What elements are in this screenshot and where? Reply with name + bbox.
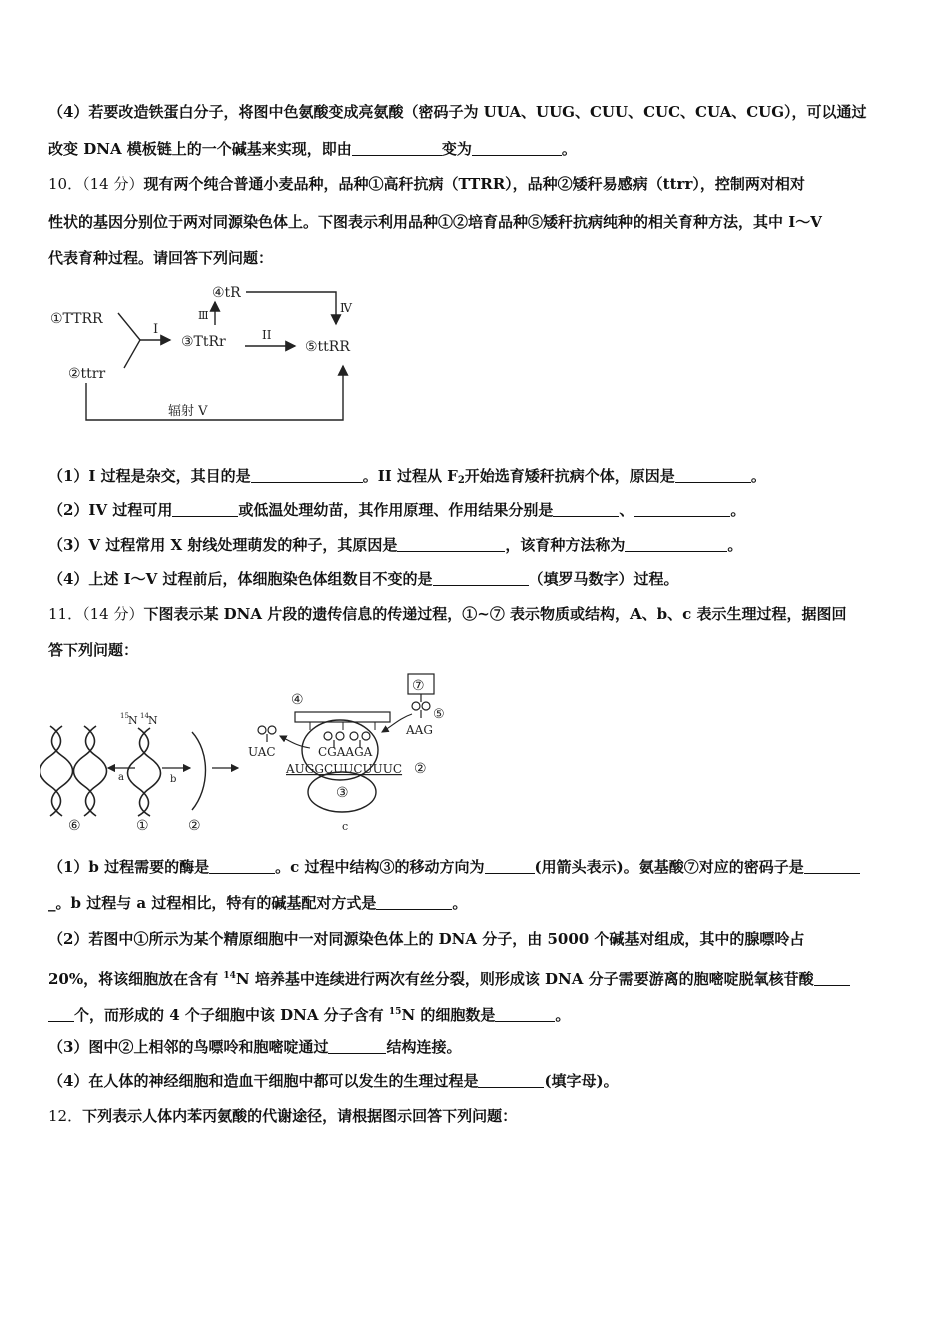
answer-blank bbox=[172, 502, 238, 517]
label-process-a: a bbox=[118, 772, 124, 783]
label-circle-2: ② bbox=[188, 818, 201, 834]
answer-blank bbox=[634, 502, 730, 517]
answer-blank bbox=[472, 141, 562, 156]
node-ttrr-5: ⑤ttRR bbox=[305, 339, 350, 355]
answer-blank bbox=[495, 1007, 555, 1022]
answer-blank bbox=[814, 971, 850, 986]
q10-sub4: （4）上述 I～V 过程前后，体细胞染色体组数目不变的是 （填罗马数字）过程。 bbox=[48, 570, 679, 588]
label-process-i: I bbox=[153, 322, 159, 337]
q12-stem: 12．下列表示人体内苯丙氨酸的代谢途径，请根据图示回答下列问题： bbox=[48, 1107, 518, 1125]
label-process-ii: II bbox=[262, 328, 272, 342]
q11-sub1-line2: _。b 过程与 a 过程相比，特有的碱基配对方式是 。 bbox=[48, 894, 468, 912]
dna-helix-1 bbox=[128, 728, 161, 816]
label-circle-7: ⑦ bbox=[412, 678, 425, 694]
label-radiation-v: 辐射 V bbox=[168, 404, 208, 419]
label-circle-2b: ② bbox=[414, 761, 427, 777]
answer-blank bbox=[478, 1073, 544, 1088]
label-circle-6: ⑥ bbox=[68, 818, 81, 834]
answer-blank bbox=[397, 537, 505, 552]
label-uac: UAC bbox=[248, 745, 276, 759]
label-circle-3: ③ bbox=[336, 785, 349, 801]
trna-incoming bbox=[412, 694, 430, 718]
answer-blank bbox=[48, 1007, 74, 1022]
label-n14-sup: 14 bbox=[140, 712, 149, 720]
dna-helix-6a bbox=[40, 726, 73, 816]
answer-blank bbox=[328, 1039, 386, 1054]
q10-sub3: （3）V 过程常用 X 射线处理萌发的种子，其原因是 ，该育种方法称为 。 bbox=[48, 536, 743, 554]
label-process-c: c bbox=[342, 820, 349, 833]
trna-leaving bbox=[258, 726, 276, 742]
answer-blank bbox=[209, 859, 275, 874]
node-ttrr-3: ③TtRr bbox=[181, 334, 226, 350]
node-ttrr-2: ②ttrr bbox=[68, 366, 106, 382]
dna-helix-6b bbox=[74, 726, 107, 816]
answer-blank bbox=[433, 571, 529, 586]
label-mrna-seq: AUGGCUUCUUUC bbox=[286, 762, 403, 776]
label-anticodons: CGAAGA bbox=[318, 745, 373, 759]
answer-blank bbox=[625, 537, 727, 552]
q11-stem-line1: 11．（14 分）下图表示某 DNA 片段的遗传信息的传递过程，①~⑦ 表示物质或结构，A、b、c 表示生理过程，据图回 bbox=[48, 605, 847, 623]
answer-blank bbox=[675, 468, 751, 483]
answer-blank bbox=[376, 895, 452, 910]
answer-blank bbox=[485, 859, 535, 874]
q11-sub2-line1: （2）若图中①所示为某个精原细胞中一对同源染色体上的 DNA 分子，由 5000 个碱基对组成，其中的腺嘌呤占 bbox=[48, 930, 805, 948]
label-process-b: b bbox=[170, 774, 177, 785]
q10-stem-line1: 10．（14 分）现有两个纯合普通小麦品种，品种①高秆抗病（TTRR），品种②矮秆易感病（ttrr），控制两对相对 bbox=[48, 175, 805, 193]
answer-blank bbox=[251, 468, 363, 483]
label-process-iv: Ⅳ bbox=[340, 301, 352, 315]
label-process-iii: Ⅲ bbox=[198, 309, 209, 322]
label-circle-1: ① bbox=[136, 818, 149, 834]
q9-4-line2: 改变 DNA 模板链上的一个碱基来实现，即由 变为 。 bbox=[48, 140, 577, 158]
label-circle-4: ④ bbox=[291, 692, 304, 708]
breeding-diagram bbox=[40, 280, 380, 430]
answer-blank bbox=[352, 141, 442, 156]
q11-sub2-line2: 20%，将该细胞放在含有 $^{14}$N 培养基中连续进行两次有丝分裂，则形成该 DNA 分子需要游离的胞嘧啶脱氧核苷酸 bbox=[48, 966, 850, 989]
q9-4-line1: （4）若要改造铁蛋白分子，将图中色氨酸变成亮氨酸（密码子为 UUA、UUG、CUU、CUC、CUA、CUG），可以通过 bbox=[48, 103, 867, 121]
dna-transfer-diagram bbox=[40, 670, 460, 835]
q10-sub2: （2）IV 过程可用 或低温处理幼苗，其作用原理、作用结果分别是 、 。 bbox=[48, 501, 746, 519]
q10-sub1: （1）I 过程是杂交，其目的是 。II 过程从 $F_2$开始选育矮秆抗病个体，原因是 。 bbox=[48, 467, 766, 486]
q10-stem-line2: 性状的基因分别位于两对同源染色体上。下图表示利用品种①②培育品种⑤矮秆抗病纯种的相关育种方法，其中 I～V bbox=[48, 213, 822, 231]
label-n15-n: N bbox=[128, 714, 138, 727]
label-n15-sup: 15 bbox=[120, 712, 129, 720]
answer-blank bbox=[804, 859, 860, 874]
label-n14-n: N bbox=[148, 714, 158, 727]
answer-blank bbox=[553, 502, 619, 517]
q11-stem-line2: 答下列问题： bbox=[48, 641, 139, 659]
label-circle-5: ⑤ bbox=[433, 707, 445, 722]
q11-sub1-line1: （1）b 过程需要的酶是 。c 过程中结构③的移动方向为 (用箭头表示)。氨基酸⑦对应的密码子是 bbox=[48, 857, 860, 877]
q10-stem-line3: 代表育种过程。请回答下列问题： bbox=[48, 249, 274, 267]
node-tr-4: ④tR bbox=[212, 285, 241, 301]
q11-sub3: （3）图中②上相邻的鸟嘌呤和胞嘧啶通过 结构连接。 bbox=[48, 1038, 462, 1056]
q11-sub2-line3: 个，而形成的 4 个子细胞中该 DNA 分子含有 $^{15}$N 的细胞数是 。 bbox=[48, 1002, 570, 1025]
q11-sub4: （4）在人体的神经细胞和造血干细胞中都可以发生的生理过程是 (填字母)。 bbox=[48, 1072, 619, 1090]
node-ttrr-1: ①TTRR bbox=[50, 311, 103, 327]
label-aag: AAG bbox=[406, 723, 433, 737]
mrna-strand bbox=[192, 732, 206, 810]
